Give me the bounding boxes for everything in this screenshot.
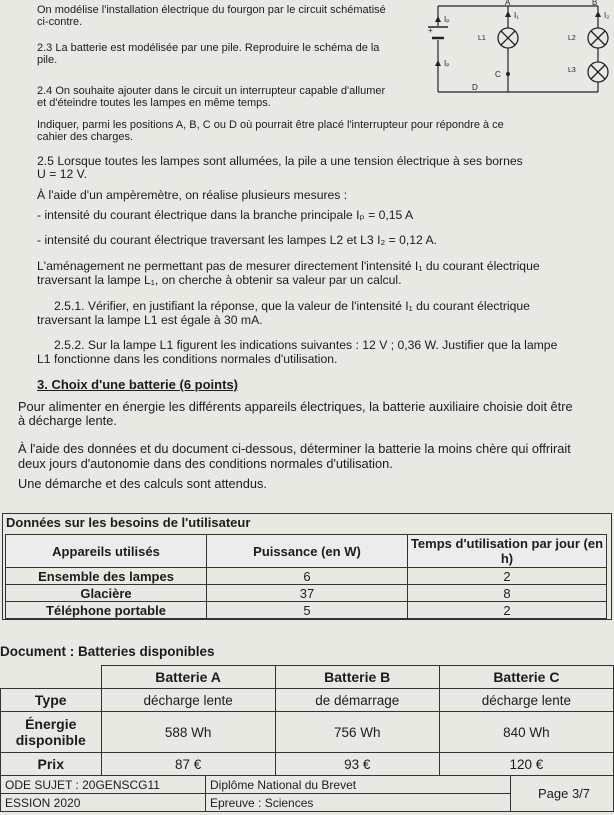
label-l2: L2 (568, 35, 576, 42)
q251-line2: traversant la lampe L1 est égale à 30 mA. (37, 313, 263, 327)
footer-diploma: Diplôme National du Brevet (206, 776, 511, 794)
batteries-table (0, 665, 614, 776)
label-d: D (472, 83, 478, 92)
lamp-l2-icon (588, 28, 608, 48)
table1-title: Données sur les besoins de l'utilisateur (6, 515, 251, 530)
table-row: Prix 87 € 93 € 120 € (1, 753, 614, 776)
q24-line4: cahier des charges. (37, 131, 133, 143)
q25-para2: traversant la lampe L₁, on cherche à obtenir sa valeur par un calcul. (37, 273, 402, 287)
q25-line2: U = 12 V. (37, 167, 88, 181)
q252-line1: 2.5.2. Sur la lampe L1 figurent les indications suivantes : 12 V ; 0,36 W. Justifier que la lampe (54, 338, 558, 352)
table1-header: Puissance (en W) (207, 535, 408, 568)
footer-code: ODE SUJET : 20GENSCG11 (1, 776, 206, 794)
section3-title: 3. Choix d'une batterie (6 points) (37, 377, 238, 392)
q24-line1: 2.4 On souhaite ajouter dans le circuit un interrupteur capable d'allumer (37, 85, 386, 97)
label-ip-bottom: Iₚ (444, 59, 450, 68)
lamp-l3-icon (588, 62, 608, 82)
label-l1: L1 (478, 35, 486, 42)
label-b: B (592, 0, 598, 7)
table2-col-header: Batterie B (275, 666, 439, 689)
table1-header: Temps d'utilisation par jour (en h) (408, 535, 607, 568)
user-needs-table (5, 534, 607, 619)
table-row: Énergie disponible 588 Wh 756 Wh 840 Wh (1, 712, 614, 753)
circuit-diagram (418, 0, 614, 100)
table-row: Téléphone portable 5 2 (6, 602, 607, 619)
q25-bullet1: - intensité du courant électrique dans la branche principale Iₚ = 0,15 A (37, 208, 414, 222)
q25-line1: 2.5 Lorsque toutes les lampes sont allumées, la pile a une tension électrique à ses bornes (37, 154, 523, 168)
section3-p5: Une démarche et des calculs sont attendus. (18, 476, 267, 491)
label-c: C (495, 70, 501, 79)
table2-title: Document : Batteries disponibles (0, 644, 215, 659)
footer-session: ESSION 2020 (1, 794, 206, 812)
footer-page: Page 3/7 (511, 776, 614, 812)
footer-epreuve: Epreuve : Sciences (206, 794, 511, 812)
q23-line1: 2.3 La batterie est modélisée par une pile. Reproduire le schéma de la (37, 42, 380, 54)
q24-line2: et d'éteindre toutes les lampes en même temps. (37, 97, 271, 109)
label-ip-top: Iₚ (444, 15, 450, 24)
label-plus: + (428, 26, 433, 35)
lamp-l1-icon (498, 28, 518, 48)
section3-p1: Pour alimenter en énergie les différents appareils électriques, la batterie auxiliaire choisie doit être (18, 399, 573, 414)
table-row: Type décharge lente de démarrage décharge lente (1, 689, 614, 712)
q252-line2: L1 fonctionne dans les conditions normales d'utilisation. (37, 352, 338, 366)
intro-line1: On modélise l'installation électrique du fourgon par le circuit schématisé (37, 4, 386, 16)
section3-p3: À l'aide des données et du document ci-dessous, déterminer la batterie la moins chère qui offrirait (18, 441, 571, 456)
q251-line1: 2.5.1. Vérifier, en justifiant la réponse, que la valeur de l'intensité I₁ du courant électrique (54, 299, 530, 313)
q24-line3: Indiquer, parmi les positions A, B, C ou D où pourrait être placé l'interrupteur pour répondre à ce (37, 119, 504, 131)
intro-line2: ci-contre. (37, 16, 83, 28)
label-i2: I₂ (604, 11, 610, 20)
q25-bullet2: - intensité du courant électrique traversant les lampes L2 et L3 I₂ = 0,12 A. (37, 233, 438, 247)
label-a: A (505, 0, 511, 7)
q25-line3: À l'aide d'un ampèremètre, on réalise plusieurs mesures : (37, 188, 348, 202)
q23-line2: pile. (37, 54, 58, 66)
table-row: Ensemble des lampes 6 2 (6, 568, 607, 585)
table-row: Glacière 37 8 (6, 585, 607, 602)
table1-header: Appareils utilisés (6, 535, 207, 568)
label-i1: I₁ (514, 11, 519, 20)
section3-p2: à décharge lente. (18, 413, 117, 428)
q25-para1: L'aménagement ne permettant pas de mesurer directement l'intensité I₁ du courant électrique (37, 259, 540, 273)
page-footer (0, 775, 614, 812)
section3-p4: deux jours d'autonomie dans des conditions normales d'utilisation. (18, 456, 393, 471)
table2-col-header: Batterie A (101, 666, 275, 689)
label-l3: L3 (568, 67, 576, 74)
table2-col-header: Batterie C (439, 666, 613, 689)
